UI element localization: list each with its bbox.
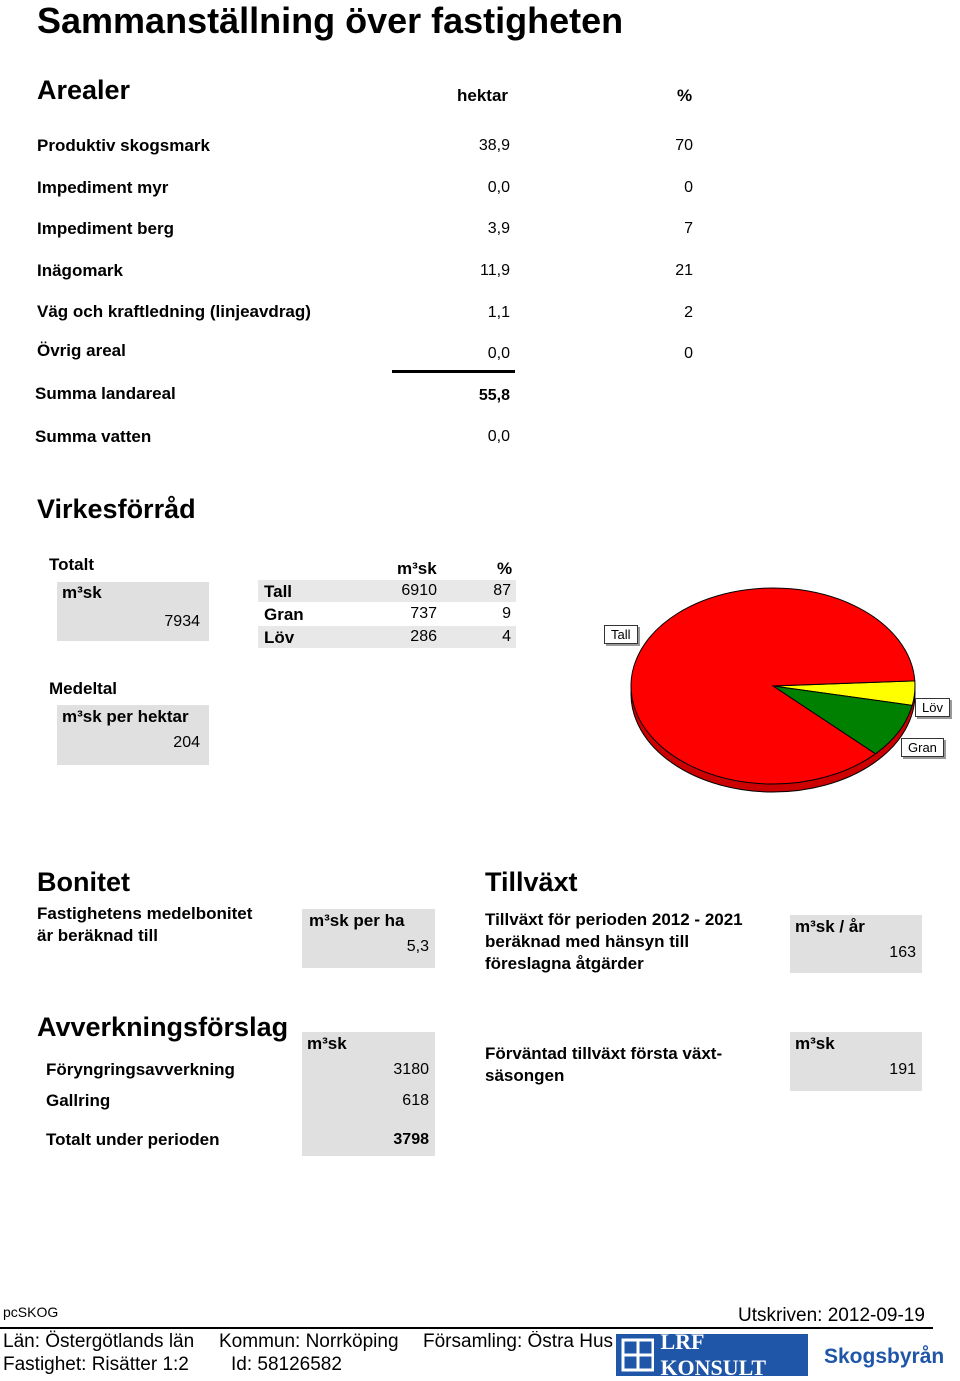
species-pct: 87: [493, 582, 511, 599]
lrf-konsult-text: LRF KONSULT: [660, 1329, 767, 1380]
species-col-pct: %: [497, 559, 513, 578]
bonitet-text-line1: Fastighetens medelbonitet: [37, 904, 253, 923]
arealer-row-hektar: 38,9: [478, 137, 510, 154]
arealer-col-pct: %: [677, 86, 693, 105]
arealer-row-hektar: 0,0: [487, 345, 510, 362]
avverkning-total-value: 3798: [393, 1131, 429, 1148]
pie-label-gran: Gran: [901, 738, 944, 757]
forvantad-unit: m³sk: [795, 1034, 835, 1053]
avverkning-row-value: 3180: [393, 1061, 429, 1078]
arealer-row-pct: 21: [675, 262, 693, 279]
lrf-konsult-logo: [616, 1329, 808, 1380]
tillvaxt-text-line2: beräknad med hänsyn till: [485, 932, 690, 951]
species-pie-chart: [595, 580, 955, 810]
arealer-heading: Arealer: [37, 75, 131, 105]
summa-landareal-value: 55,8: [478, 387, 510, 404]
arealer-row-label: Impediment myr: [37, 178, 169, 197]
arealer-row-hektar: 11,9: [480, 262, 510, 279]
footer-printed-date: Utskriven: 2012-09-19: [738, 1305, 925, 1326]
virkesforrad-heading: Virkesförråd: [37, 494, 196, 524]
species-m3sk: 286: [410, 628, 437, 645]
arealer-row-pct: 0: [684, 179, 693, 196]
totalt-unit: m³sk: [62, 583, 102, 602]
species-name: Gran: [264, 605, 304, 624]
species-pct: 9: [502, 605, 511, 622]
lrf-shield-icon: [620, 1337, 654, 1373]
pie-label-lov: Löv: [915, 698, 950, 717]
tillvaxt-text-line3: föreslagna åtgärder: [485, 954, 644, 973]
arealer-row-hektar: 0,0: [487, 179, 510, 196]
medeltal-value: 204: [173, 734, 200, 751]
species-m3sk: 737: [410, 605, 437, 622]
avverkning-row-label: Gallring: [46, 1091, 111, 1110]
species-pct: 4: [502, 628, 511, 645]
avverkning-row-value: 618: [402, 1092, 429, 1109]
summa-vatten-value: 0,0: [487, 428, 510, 445]
arealer-row-hektar: 3,9: [487, 220, 510, 237]
bonitet-heading: Bonitet: [37, 867, 130, 897]
footer-app-name: pcSKOG: [3, 1304, 59, 1320]
footer-fastighet: Fastighet: Risätter 1:2: [3, 1354, 189, 1375]
avverkning-unit: m³sk: [307, 1034, 347, 1053]
medeltal-unit: m³sk per hektar: [62, 707, 189, 726]
avverkning-row-label: Föryngringsavverkning: [46, 1060, 235, 1079]
footer-lan: Län: Östergötlands län: [3, 1331, 195, 1352]
tillvaxt-text-line1: Tillväxt för perioden 2012 - 2021: [485, 910, 743, 929]
pie-slices: [631, 588, 915, 784]
arealer-row-label: Produktiv skogsmark: [37, 136, 210, 155]
tillvaxt-heading: Tillväxt: [485, 867, 578, 897]
arealer-row-pct: 70: [675, 137, 693, 154]
sum-divider: [392, 370, 515, 373]
avverkning-heading: Avverkningsförslag: [37, 1012, 289, 1042]
footer-id: Id: 58126582: [231, 1354, 342, 1375]
skogsbyran-logo-text: Skogsbyrån: [824, 1345, 945, 1368]
arealer-row-label: Övrig areal: [37, 341, 126, 360]
arealer-row-pct: 2: [684, 304, 693, 321]
forvantad-line1: Förväntad tillväxt första växt-: [485, 1044, 723, 1063]
page-title: Sammanställning över fastigheten: [37, 0, 624, 41]
arealer-row-pct: 7: [684, 220, 693, 237]
tillvaxt-unit: m³sk / år: [795, 917, 865, 936]
avverkning-total-label: Totalt under perioden: [46, 1130, 220, 1149]
arealer-col-hektar: hektar: [457, 86, 509, 105]
footer-forsamling: Församling: Östra Hus: [423, 1331, 614, 1352]
arealer-row-label: Impediment berg: [37, 219, 174, 238]
arealer-row-pct: 0: [684, 345, 693, 362]
arealer-row-label: Inägomark: [37, 261, 123, 280]
medeltal-label: Medeltal: [49, 679, 118, 698]
forvantad-line2: säsongen: [485, 1066, 565, 1085]
bonitet-unit: m³sk per ha: [309, 911, 405, 930]
totalt-value: 7934: [164, 613, 200, 630]
arealer-row-hektar: 1,1: [487, 304, 510, 321]
arealer-row-label: Väg och kraftledning (linjeavdrag): [37, 302, 311, 321]
tillvaxt-value: 163: [889, 944, 916, 961]
species-name: Tall: [264, 582, 293, 601]
bonitet-text-line2: är beräknad till: [37, 926, 158, 945]
pie-label-tall: Tall: [604, 625, 638, 644]
totalt-label: Totalt: [49, 555, 95, 574]
species-col-m3sk: m³sk: [397, 559, 437, 578]
bonitet-value: 5,3: [406, 938, 429, 955]
summa-vatten-label: Summa vatten: [35, 427, 152, 446]
species-m3sk: 6910: [401, 582, 437, 599]
forvantad-value: 191: [889, 1061, 916, 1078]
summa-landareal-label: Summa landareal: [35, 384, 176, 403]
footer-kommun: Kommun: Norrköping: [219, 1331, 399, 1352]
species-name: Löv: [264, 628, 295, 647]
